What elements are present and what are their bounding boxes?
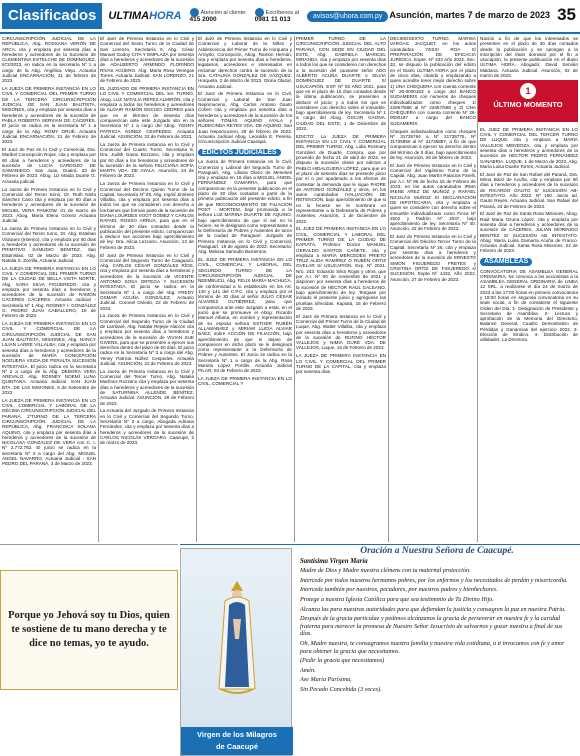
page-header [0,0,580,34]
prayer-line: Protege a nuestra Iglesia Católica para que sea testimonio de Tu Divino Hijo. [300,595,494,603]
classified-ad: DECIMOSEXTO TURNO, MARISA VARGAS JACQUET, en los autos caratulados YESSI ROA S/ PREPARACIÓN DE EFICACIA JURÍDICA. Expte. Nº 433 Año 2022, Sec. 32, se dispuso la publicación del edicto en el Diario ÚLTIMA HORA por el plazo de cinco días, citando y emplazando a quien acredite tener mejor derecho sobre 1) UNA CHEQUERA con cuenta corriente Nº 26-0000163 a cargo del BANCO SUDAMERIS con numeros de cheques individualizados como cheques 1/ 22867/586 al Nº 22867/586 y 2) UNA CHEQUERA con cuenta corriente Nº 26-0000187 a cargo del BANCO SUDAMERIS. [390,36,476,126]
column-divider [196,36,197,542]
prayer-subtitle: Santísima Virgen María [300,557,368,565]
bible-verse-text: Porque yo Jehová soy tu Dios, quien te sostiene de tu mano derecha y te dice no temas, yo te ayudo. [8,610,170,649]
classified-ad: LA JUEZA DE PRIMERA INSTANCIA EN LO CIVIL Y COMERCIAL DEL PRIMER TURNO DE LA CIUDAD DE BELLA VISTA NORTE, Abg. SARA SILVA FIGUEREDO, cita y emplaza por sesenta días a herederos y acreedores de la sucesión de RAMÓN CÁCERES CÁCERES. Actuaria Judicial - Secretaría Nº 1 Abg. ROSNEY I. GONZÁLEZ G. PEDRO JUAN CABALLERO, 16 de Febrero de 2023. [2,265,96,319]
customer-service [190,8,247,24]
issue-date: Asunción, martes 7 de marzo de 2023 [389,10,550,20]
column-2 [100,36,194,542]
virgin-caption-line1: Virgen de los Milagros [197,730,277,739]
classified-ad: El Juez de Primera Instancia en lo Civil y Comercial del Segundo Turno de Caaguazú, Abg. CARLOS CÉSAR GONZÁLEZ RÍOS, cita y emplaza por sesenta días a herederos y acreedores de la sucesión de VICENTE ANTONIO SOSA ORTEGA Y SUCESIÓN INTESTADA. El juicio se radica en la Secretaría Nº 1 a cargo del Abg. FREDY OSMAR ACUÑA GONZÁLEZ. Actuario Judicial. Coronel Oviedo, 22 de Febrero de 2023. [100,252,194,311]
classified-ad: LA JUEZA DE PRIMERA INSTANCIA EN LO CIVIL, COMERCIAL Y [198,376,292,387]
newspaper-logo [108,10,181,22]
prayer-line: Oh, Madre nuestra, te consagramos nuestra familia y nuestra vida cotidiana, a ti invocamos con fe y amor para obtener la gracia que necesitamos. [300,639,565,655]
classified-ad: El Juez de Primera Instancia en lo Civil y Comercial del Vigésimo Turno de la Capital, Abg. Juan Martín Palacios Farelli, por A.I. Nº 86 de fecha 15 de Febrero de 2023, en los autos caratulados IRMA IRENE AREZ DE MUÑOZ y RAFAEL NICOLÁS MUÑOZ S/ DECLARACIÓN DE HIPOTECARIA, cita y emplaza a quien se considere con derecho sobre el inmueble individualizado como Finca Nº 2502 y Padrón Nº 2037, bajo apercibimiento de ley. Secretaría Nº 40. Asunción, 22 de Febrero de 2023. [390,162,476,232]
classified-ad: La Jueza de Primera Instancia en lo Civil y Comercial del Segundo Turno de la Ciudad de Lambaré, Abg. Natalia Rejepe Alarcón cita y emplaza por sesenta días a herederos y acreedores de la sucesión de VIVIAN SUE GIVENS, para que se presenten a ejercer sus derechos dentro del plazo de 60 días. El juicio radica en la Secretaría Nº 3 a cargo del Abg. Yenny Patricia Núñez Cespedes. Actuaria Judicial. ASUNCIÓN, 22 de Febrero de 2023. [100,313,194,367]
prayer-line: Amén. [300,666,316,674]
classified-ad: El Juez de Primera Instancia en lo Civil y Comercial del Décimo Tercer Turno de la Capital, Secretaría Nº 26, cita y emplaza por sesenta días a herederos y acreedores de la sucesión de ERNESTO SIMÓN FIGUEREDO FRETES y CRISTINA ORTÍZ DE FIGUEREDO s/ SUCESIÓN, Expte Nº 1432, Año 2022, Asunción, 27 de Febrero de 2023. [390,234,476,282]
alert-icon: 1 [520,83,536,99]
prayer-line: (Pedir la gracia que necesitamos) [300,657,385,665]
section-asambleas: ASAMBLEAS [480,258,532,265]
classified-ad: La Actuaria del Juzgado de Primera Instancia en lo Civil y Comercial del Segundo Turno, Secretaría Nº 3 a cargo, Abogada Adriana Fernández, cita y emplaza por sesenta días a herederos y acreedores de la sucesión de CARLOS NICOLÁS VERGARA. Caacupé, 2 de marzo de 2023. [100,408,194,446]
classified-ad: EL JUEZ DE PRIMERA INSTANCIA EN LO CIVIL Y COMERCIAL DEL TERCER TURNO DE LUQUE, cita y emplaza a MARÍA VALLEJOS MENDOZA, cita y emplaza por sesenta días a herederos y acreedores de la sucesión de HÉCTOR PEDRO FERNÁNDEZ SANABRIA. LUQUE, 1 de Marzo de 2023. Abg. María Luisa Duarte Torres, Actuaria Judicial. [480,126,578,169]
prayer-line: Después de la gracia particulae y pedimos alcánzanos la gracia de perseverar en nuestra fe y la caridad fraterna para merecer la promesa de Nuestro Señor Jesucristo de salvarnos y gozar nuestra a final de sus días. [300,615,563,638]
classified-ad: La Jueza de Primera Instancia en lo Civil y Comercial del Tercer turno, Dr. Abg. Esteban Vázquez (Interino), cita y emplaza por 60 días a herederos y acreedores de la sucesión de PRIMITIVO SAMUDIO BENITEZ. San Estanislao, 02 de Marzo de 2023. Abg. Natalia S. Zorrilla, Actuaria Judicial. [2,226,96,263]
classified-ad: El Juez de Primera Instancia en lo Civil y Comercial del Sexto Turno de la Ciudad de San Lorenzo, Secretaría 9, Abg. César Manuel Godoy CITA Y EMPLAZA por sesenta días a herederos y acreedores de la sucesión de ADALBERTO ARMINDO FLORINDO RIVAS AGÜERO. Abg. María Rosa Venegas Torres. Actuaria Judicial. SAN LORENZO, 21 de Febrero de 2023. [100,36,194,84]
prayer-box [296,548,578,756]
classified-ad: El Juez de Paz de Santa Rosa Misiones, Abog. Raúl Maria Ozuna López, cita y emplaza por sesenta días a herederos y acreedores de la sucesión de CÁCERES, JULIÁN MORINIGO BENÍTEZ S/ SUCESIÓN AB INTESTATO. Abog. María Luisa Gamarra Acuña de Franco. Actuaria Judicial. Santa Rosa Misiones, 22 de Febrero de 2023. [480,211,578,254]
classified-ad: LA JUEZA DE PRIMERA INSTANCIA EN LO CIVIL Y COMERCIAL DEL PRIMER TURNO DE LA TERCERA CIRCUNSCRIPCIÓN JUDICIAL DE SAN JUAN BAUTISTA, MISIONES, cita y emplaza por sesenta días a herederos y acreedores de la sucesión de PABLA ROBERTA SERVIAN DE CÁCERES. El juicio se radica en la secretaría Nº 1 a cargo de la Abg. ROMY ORUÉ. Actuaria Judicial ENCARNACIÓN, 21 de Febrero de 2023. [2,86,96,145]
classified-ad: EL JUEZ DE PRIMERA INSTANCIA EN LO CIVIL, COMERCIAL Y LABORAL DEL SEGUNDO TURNO DE LA CIRCUNSCRIPCIÓN JUDICIAL DE ÑEEMBUCÚ, Abg. FÉLIX MARÍA MACHUCA, de conformidad a lo establecido en los Art. 140 y 141 del C.P.C. cita y emplaza por el término de 30 días al señor JULIO CÉSAR ALVAREZ GUTIÉRREZ, para que comparezca ante este Juzgado a estar, en el juicio que se promueve el Abog. Ricardo Manuel Alfama, en nombre y representación de su esposa señora ESTHER RUBÉN ALLAMABAEZ y MIRIAM LUCÍA ALVIAR BÁEZ, sobre ACCIÓN DE FILIACIÓN, bajo apercibimiento de que si dejare de comparecer en dicho plazo se le designará como representante a la Defensoría de Pobres y Ausentes. El Juicio se radica en la Secretaría Nº 1 a cargo de la Abg. Rosa Mariela López Portillo. Actuaria Judicial PILAR, 03 de Febrero de 2023. [198,257,292,374]
column-3 [198,36,292,542]
page-number: 35 [557,5,576,24]
column-1 [2,36,96,542]
classified-ad: El Juez de Primera Instancia en lo Civil y Comercial del Primer Turno de la Ciudad de Luque, Abg. Walter Villalba, cita y emplaza por sesenta días a herederos y acreedores de la sucesión de RUFINO HÉCTOR VALLEJOS y NIMIA DURÉ VDA. DE VALLEJOS, Luque, 15 de Febrero de 2023. [296,313,386,351]
classified-ad: LA JUEZA DE PRIMERA INSTANCIA EN LO CIVIL Y COMERCIAL DE LA CIRCUNSCRIPCIÓN JUDICIAL DE SAN JUAN BAUTISTA, MISIONES, Abg. NANCY LILIAN LARRE VILLALBA, cita y emplaza por sesenta días a herederos y acreedores de la sucesión de MARÍA CONCEPCIÓN NOGUERA VIUDA DE PERALTA SUCESIÓN INTESTADA. El juicio radica en la secretaría Nº 2 a cargo de la Abg. DEBORA VERA ÁREVALO. Abg. ROSNEY NOEMÍ LUNA QUINTANA. Actuaria Judicial. SAN JUAN BTA. DE LAS MISIONES, 6 de Setiembre de 2022. [2,321,96,395]
phone-number: 415 2000 [189,16,217,24]
section-divider [180,544,580,545]
contact-label: Atención al cliente: [200,10,247,17]
classified-ad: EL JUZGADO DE PRIMERA INSTANCIA EN LO CIVIL Y COMERCIAL DEL 1er. TURNO, Abog. LUZ NATALIA RÉPEZ ALMIRÓN, cita y emplaza a todos los herederos y acreedores de ALDAIR RAMÓN ENCISO CEDRES para que en el término de sesenta días comparezcan ante este Juzgado sito en la Secretaría Nº 1 a cargo del Abog. YENNY PATRICIA NÚÑEZ CESPEDES. Actuaria Judicial. ASUNCIÓN, 22 de Febrero de 2023. [100,86,194,139]
column-4 [296,36,386,542]
email-link[interactable]: avisos@uhora.com.py [307,11,388,22]
classified-ad: La Jueza de Primera Instancia en lo Civil y Comercial del Tercer Turno, Abg. Natalia Martínez Rozzano cita y emplaza por sesenta días a herederos y acreedores de la sucesión de SATURNINA ALLENDE BENÍTEZ. Actuaria Judicial. ASUNCIÓN, 28 de Febrero de 2023. [100,368,194,406]
classified-ad: Cheques individualizados como cheques Nº 31735764 a Nº 31735776, Nº 31735850 al Nº 31735887, a fin de que comparezcan a ejercer su derecho dentro del término de 5 días, bajo apercibimiento de ley. Asunción, 28 de febrero de 2023. [390,128,476,161]
whatsapp-contact [255,8,299,24]
section-divider [0,544,178,545]
column-divider [388,36,389,542]
classified-ad: LA JUEZA DE PRIMERA INSTANCIA EN LO CIVIL Y COMERCIAL DEL PRIMER TURNO DE LA CAPITAL, cita y emplaza por sesenta días. [296,353,386,375]
prayer-line: Madre de Dios y Madre nuestra clémens con tu maternal protección. [300,567,471,575]
prayer-title: Oración a Nuestra Señora de Caacupé. [360,546,514,556]
ultimo-momento-label: ÚLTIMO MOMENTO [493,100,563,109]
virgin-caption [181,727,293,755]
prayer-line: Alcanza las para nuestras autoridades para que defiendan la justicia y consagren la paz en nuestra Patria. [300,605,566,613]
prayer-line: Intercede también por nuestros, pecadores, por nuestros padres y bienhechores. [300,586,498,594]
prayer-line: Sin Pecado Concebida (3 veces). [300,685,382,693]
whatsapp-label: Escríbenos al [265,10,299,17]
logo-text-a: ULTIMA [108,10,150,22]
virgin-figure-icon [215,579,259,699]
classified-ad: El Juez de Paz en lo Civil y Comercial, Dra. Maribel Concepción Rojas, cita y emplaza por 60 días a herederos y acreedores de la sucesión de LUCÍA CARDOZO DE SAMANIEGO. San Juan, Guairá. 23 de Febrero de 2023. Abog. Liz Maida Duarte G. Actuaria judicial. [2,146,96,184]
classified-ad: El Juez de Primera Instancia en lo Civil y Comercial y Laboral de la Niñez y Adolescencia del Primer Turno de Horqueta y Arroyito, Concepción, Abog. Ramón Hernán, cita y emplaza por sesenta días a herederos, legatarios, acreedores e interesados en reclamar derechos contra la sucesión de la Sra. CATALINA GONZÁLEZ DE VÁZQUEZ. Horqueta, 2 de Marzo de 2023. Gloria Olazar, Actuaria Judicial. [198,36,292,89]
classified-ad: PRIMER TURNO DE LA CIRCUNSCRIPCIÓN JUDICIAL DEL ALTO PARANÁ, CON SEDE EN CIUDAD DEL ESTE, Abg. GABRIELA MARICEL MIRANDA, cita y emplaza por sesenta días a todos los que se consideren con derechos a la sucesión del causante señor ADO ALBERTO ACUÑA DUARTE o SILVIA DOMÍNGUEZ DE DUARTE S/ USUCAPIÓN, EXP. Nº 83 AÑO 2021, para que en el plazo de 15 días contados desde la última publicación, se presenten a deducir el juicio; y a todos los que se consideren con derecho sobre el inmueble, bajo apercibimiento de ley. Secretaría Nº 1 a cargo del Abog. OSCAR GAONA. CIUDAD DEL ESTE, 1 de Diciembre de 2022. [296,36,386,132]
classified-ad: CIRCUNSCRIPCIÓN JUDICIAL DE LA REPÚBLICA, Abg. ROSSANA VERÓN DE ARCA, cita y emplaza por sesenta días a herederos y acreedores de la Sucesión de CLEMENTINA ESTELCHE DE DOMÍNGUEZ, 672/2023, en radica en la secretaría Nº 1 a cargo de la Abg. Angélica Vieja. Actuaria Judicial ENCARNACIÓN, 21 de febrero de 2023. [2,36,96,84]
prayer-line: Ave María Purísima, [300,676,352,684]
whatsapp-number: 0981 11 013 [254,16,291,24]
classified-ad: La Jueza de Primera Instancia en lo Civil y Comercial del Tercer turno, Dr. Ruth Ninfa Sánchez Cano cita y emplaza por 60 días a herederos y acreedores de la sucesión de MIGUEL VERA PANKOW. 01 de marzo de 2023. Abog. María Elena Gómez Actuaria Judicial. [2,186,96,224]
classified-ad: El Juez de Primera Instancia en lo Civil, Comercial y Laboral de San Juan Nepomuceno, Abg. Carlos Antonio Gauto Cohen cita y emplaza por sesenta días a herederos y acreedores de la sucesión de los señores TOMÁS AQUINO AYALA y RUDECINDA REYES VDA. DE AQUINO. San Juan Nepomuceno, 28 de febrero de 2023. Actuaria Judicial Abog. Leonilda E. Pereira. Circunscripción Judicial Caazapá. [198,91,292,145]
classified-ad: EL JUEZ DE PRIMERA INSTANCIA EN LO CIVIL, COMERCIAL Y LABORAL DEL PRIMER TURNO DE LA CIUDAD DE KAPIATÁ, Profesor Doctor MANUEL GERALDO SANTOS CAÑETE, cita y emplaza a MARÍA MERCEDES PRIETO TRUZ ALIDA RAMÍREZ O RUBÉN ORTIZ OVELAR S/ USUCAPIÓN. Exp. Nº 2021. Nro. 243. Eduardo Silva Rojas y otros, que por A.I. Nº 00 de noviembre de 2021 y disponen por sesenta días a herederos de la sucesión de HÉCTOR RAÚL GALEANO, bajo apercibimiento de ley. Tengase por iniciado el presente juicio y agréguese las pruebas ofrecidas. Kapiatá, 15 de Febrero de 2023. [296,226,386,311]
classified-ad: La Jueza de Primera Instancia en lo Civil, Comercial y Laboral del Segundo Turno de Paraguarí, Abg. Liliana Olazo de Meneses cita y emplaza en 15 días a MIGUEL ÁNGEL FERNÁNDEZ GAMARRA, para que comparezcan en la presente publicación en el plazo de 30 días contados a partir de la primera publicación del presente edicto, a fin de que RECONOCIMIENTO DE FILIACIÓN POST - MORTEM, bajo promovida a la señora LUZ MARINA DUARTE DE AQUINO, bajo apercibimiento de que si así no lo hiciere, se le designará como representante a la Defensoría de Pobres y Ausentes de turno de la ciudad de Paraguarí. Juzgado de Primera Instancia en lo Civil y Comercial, Paraguarí, 19 de agosto de 2022. Secretaría: Abg. Melissa Samudio Barrientos. [198,159,292,255]
bible-verse-ad [0,570,178,690]
logo-text-b: HORA [149,10,182,22]
ultimo-momento-banner [478,80,578,122]
classified-ad: La Jueza de Primera Instancia en lo Civil y Comercial del Cuarto Turno, Secretaría 8, Dra. Judith Gauto Bozzano, cita y emplaza por 60 días a los herederos y acreedores de la sucesión de la señora FELICIANA SOFÍA MARTA VDA. DE AYALA. Asunción, 24 de Febrero de 2023. [100,141,194,179]
virgin-image [180,548,292,756]
column-5 [390,36,476,542]
prayer-line: Intercede por todos nuestros hermanos pobres, por los enfermos y los necesitados de perdón y misericordia. [300,576,568,584]
section-label: Clasificados [2,3,102,29]
column-divider [98,36,99,542]
classified-ad: EDICTO: La JUEZA DE PRIMERA INSTANCIA EN LO CIVIL Y COMERCIAL DEL PRIMER TURNO, Abg. Lidia Rosmary González de Duarte, Compra, que por proveído de fecha 21 de abril de 2022, se dispuso la sucesión citese por edictos a PABLO HIDALGUERA LÓPEZ, para que en el plazo de sesenta días se presente juicio por sí o por apoderado a los efectos de contestar la demanda que le sigue PADRE de ANTONIO GONZÁLEZ y otros, en los autos caratulados IVALUACIÓN DE RETENCIÓN, bajo apercibimiento de que si no lo hiciese se le nombrará un representante a la Defensoría de Pobres y Ausentes. Asunción, 1 de Diciembre de 2022. [296,133,386,224]
column-divider [294,36,295,542]
classified-ad: CONVOCATORIA DE ASAMBLEA GENERAL ORDINARIA. Se convoca a los accionistas a la ASAMBLEA GENERAL ORDINARIA de LINEA 12 SRL, a realizarse el día 24 de marzo de 2023 a las 17:00 horas en primera convocatoria y 18:00 horas en segunda convocatoria en su sede social, a fin de considerar el siguiente Orden del Día: 1- Designación de Presidente y Secretario de Asamblea. 2- Lectura y aprobación de la Memoria del Directorio, Balance General, Cuadro Demostrativo de Pérdidas y Ganancias del ejercicio 2022. 3- Elección de Síndico. 4- Distribución de utilidades. La Directora. [480,268,578,343]
classified-ad: La Jueza de Primera Instancia en lo Civil y Comercial del Décimo Quinto Turno de la Capital, Secretaría Nº 29, Abg. Ingrid Jiménez Villalba, cita y emplaza por sesenta días a todos los que se consideren con derecho a los bienes que forman parte de la sucesión de DIANA LOURDES VOGT GÓMEZ Y CARLOS RAFAEL ROSSO ARRUA, para que en el término de 30 días contados desde la publicación del presente edicto, comparezcan a deducir sus acciones bajo apercibimiento de ley. Dra. Alicia Lezcano. Asunción, 13 de Febrero de 2023. [100,181,194,250]
classified-ad: El Juez de Paz de San Rafael del Paraná, Dra. Mirna Báez de Acuña, cita y emplaza por 60 días a herederos y acreedores de la sucesión de RICARDO GAUTO S/ SUCESIÓN AB-INTESTATO. Año 2022. Nº 160. Juicio ad. Gauto Reyes. Actuaria Judicial. San Rafael del Paraná, 24 de Febrero de 2023. [480,171,578,209]
classified-ad: LA JUEZA DE PRIMERA INSTANCIA EN LO CIVIL, COMERCIAL Y LABORAL DE LA DÉCIMA CIRCUNSCRIPCIÓN JUDICIAL DEL PARANÁ, 1ºTURNO DE LA TERCERA CIRCUNSCRIPCIÓN JUDICIAL DE LA REPÚBLICA, Abg. FRANCISCA SOLANA AQUINO, cita y emplaza por sesenta días a herederos y acreedores de la sucesión de NICOLASA GONZÁLEZ DE VERA con C. I. Nº 2.772.782. El juicio se radica en la secretaría Nº 2 a cargo del Abg. MIGUEL ÁNGEL NAVARRO. Actuaria Judicial - SAN PEDRO DEL PARANÁ, 3 de Marzo de 2023. [2,397,96,467]
section-edictos: EDICTOS JUDICIALES [198,149,281,156]
classified-ad: Nación a fin de que los interesados se presenten en el plazo de 30 días contados desde la publicación y se opongan a la inscripción del título dominial por el fin a usucapión, la presente publicación en el diario ÚLTIMA HORA. Abogado: David Servián Maidana. Actuaria Judicial. Asunción, 02 de marzo de 2023. [480,36,578,79]
virgin-caption-line2: de Caacupé [215,742,259,751]
